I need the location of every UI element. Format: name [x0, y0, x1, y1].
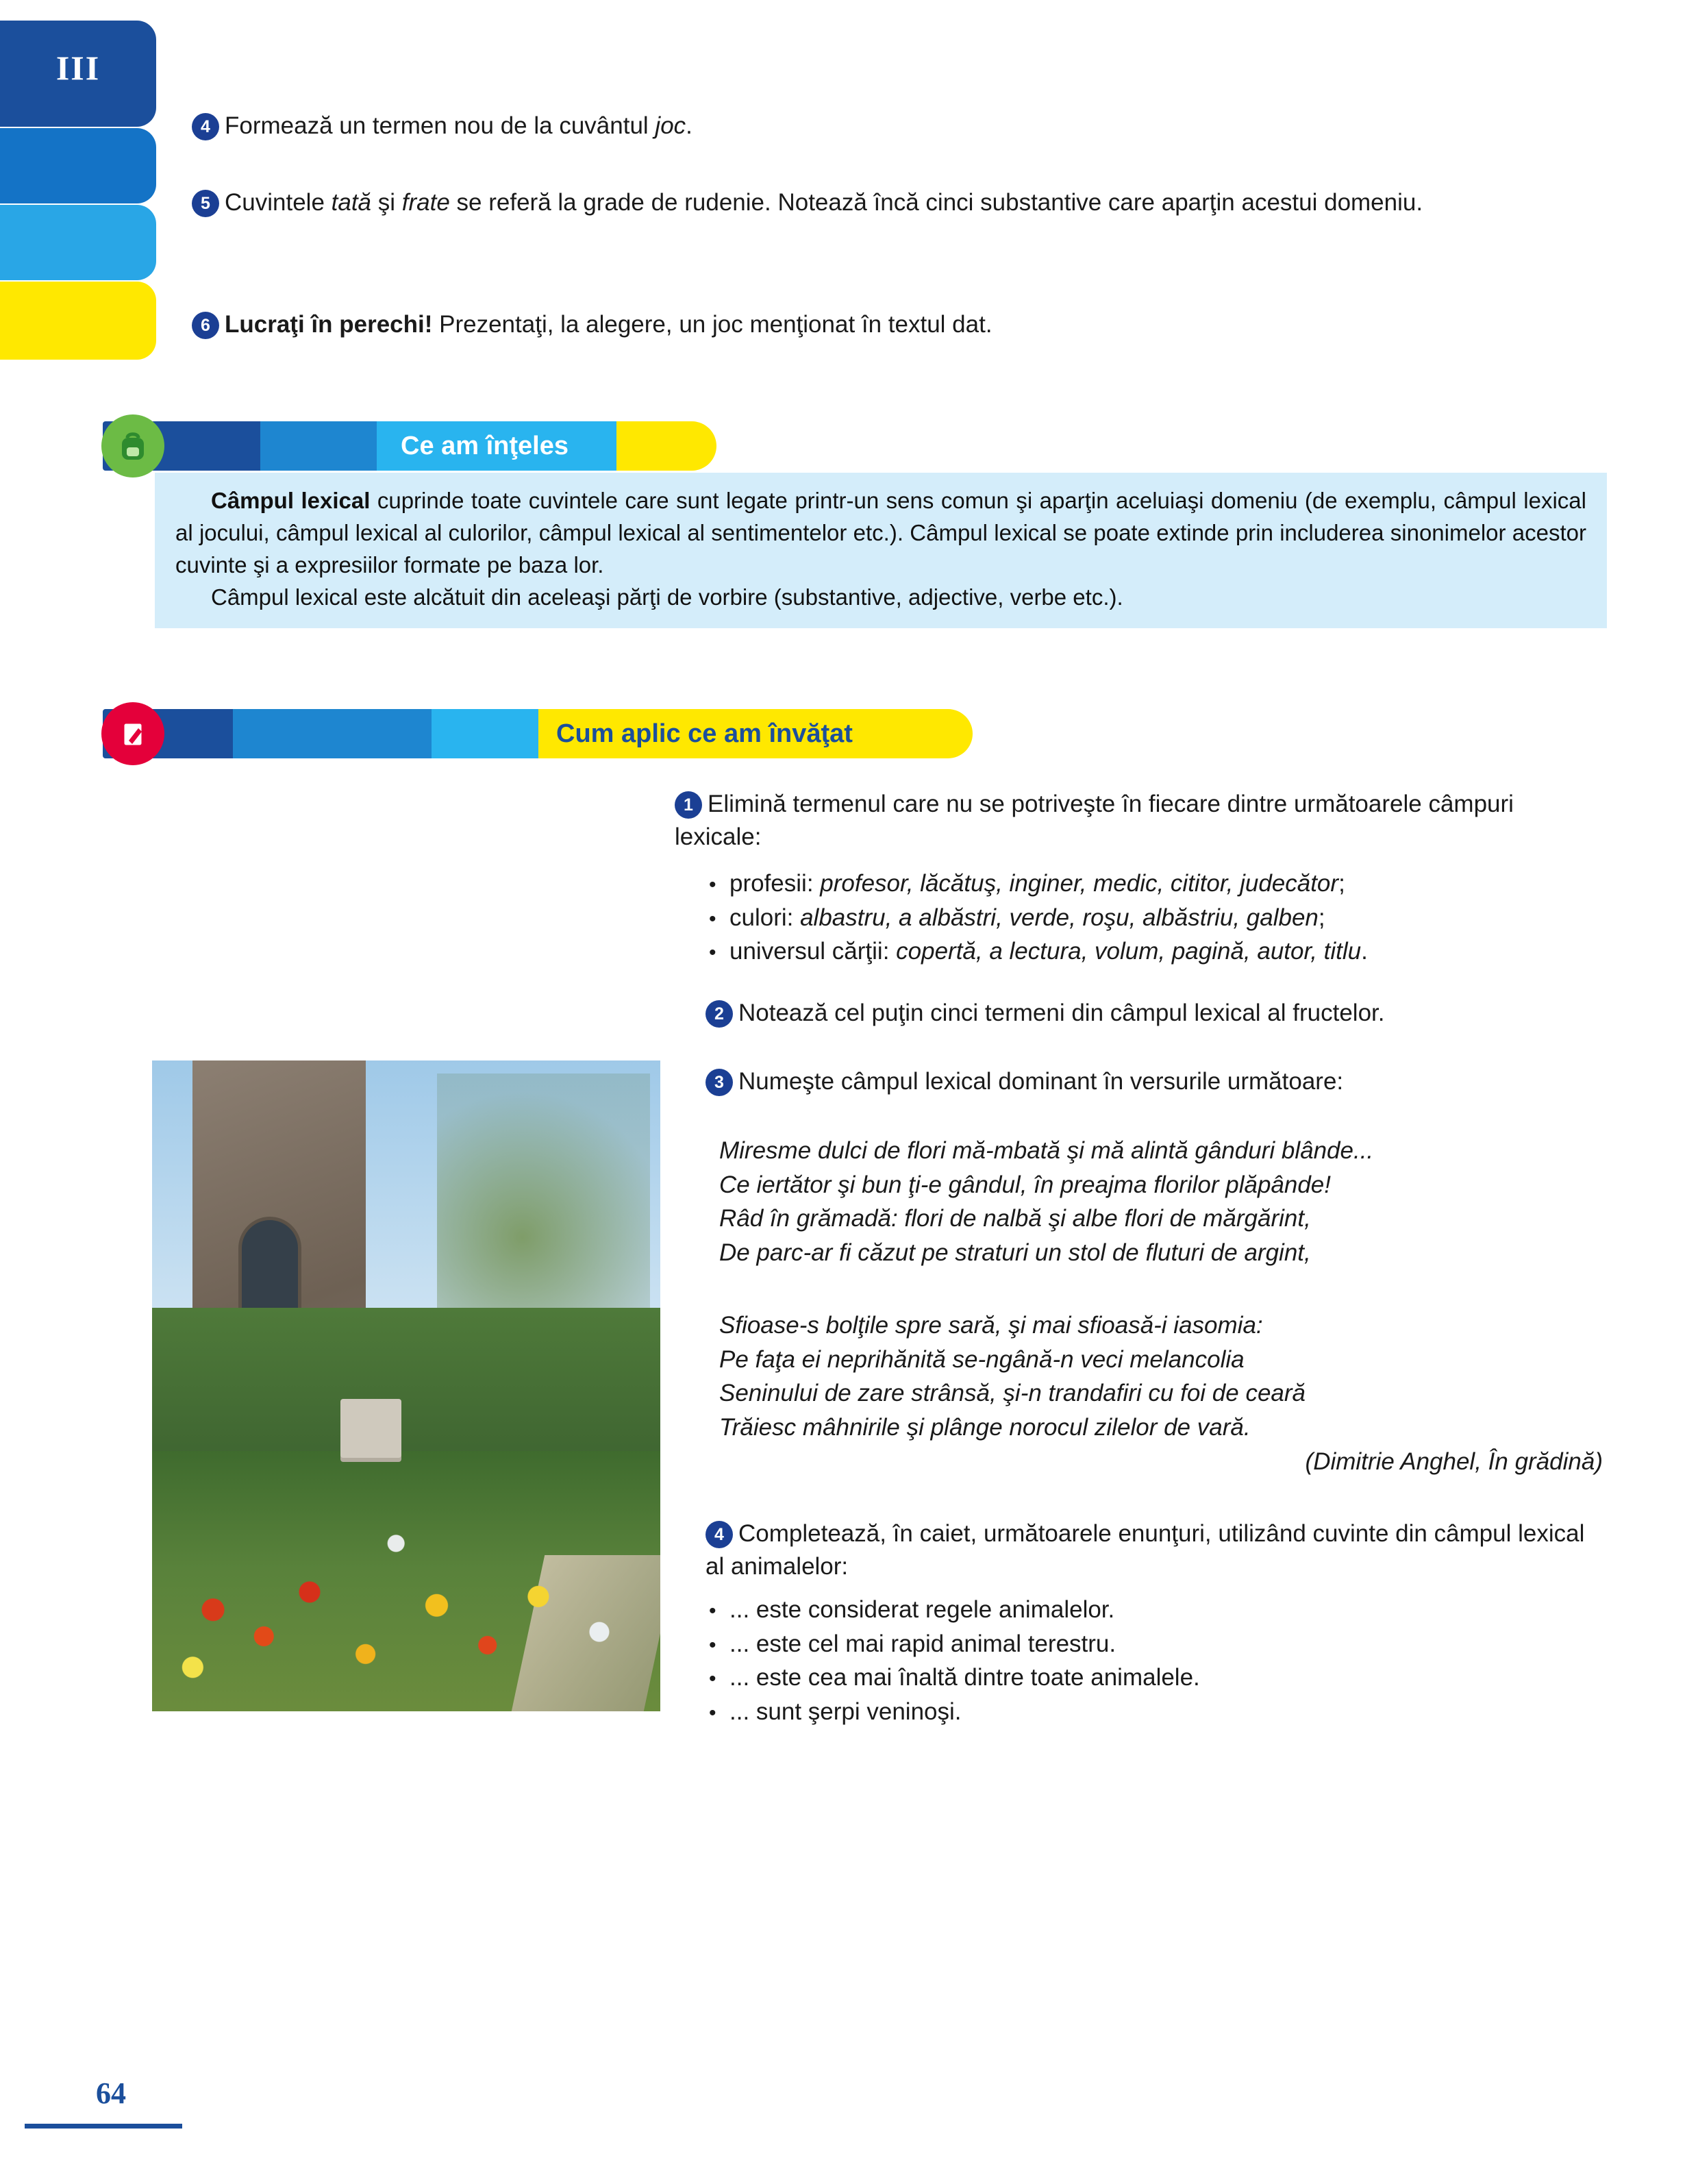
exercise-4-italic: joc — [655, 112, 686, 139]
poem-stanza-2 — [719, 1308, 1603, 1478]
bullet-end: . — [1361, 938, 1368, 965]
banner-bar-mid — [260, 421, 377, 471]
exercise-number-badge: 4 — [706, 1521, 733, 1548]
list-item — [709, 934, 1599, 969]
bullet-end: ; — [1318, 904, 1325, 931]
photo-bench — [340, 1399, 401, 1458]
exercise-number-badge: 1 — [675, 791, 702, 819]
list-item: • ... sunt şerpi veninoşi. — [709, 1695, 1599, 1729]
exercise-4-tail: . — [686, 112, 692, 139]
info-paragraph-2: Câmpul lexical este alcătuit din aceleaşi părţi de vorbire (substantive, adjective, verbe etc.). — [211, 584, 1123, 610]
bullet-end: ; — [1338, 870, 1345, 897]
exercise-4 — [192, 110, 1603, 142]
apply-exercise-3-text: Numeşte câmpul lexical dominant în versurile următoare: — [738, 1068, 1344, 1095]
bullet-items: profesor, lăcătuş, inginer, medic, cititor, judecător — [820, 870, 1339, 897]
poem-stanza-1 — [719, 1134, 1603, 1270]
bullet-label: profesii: — [729, 870, 821, 897]
exercise-number-badge: 2 — [706, 1000, 733, 1028]
banner-bar-yellow — [616, 421, 716, 471]
apply-exercise-1 — [675, 788, 1603, 854]
list-item: • ... este considerat regele animalelor. — [709, 1593, 1599, 1627]
page-number: 64 — [96, 2076, 126, 2110]
exercise-6-bold: Lucraţi în perechi! — [225, 311, 433, 338]
list-item: • ... este cel mai rapid animal terestru. — [709, 1627, 1599, 1661]
section-banner-understood — [0, 421, 733, 471]
exercise-5-mid: şi — [371, 189, 402, 216]
bullet-label: universul cărţii: — [729, 938, 897, 965]
exercise-number-badge: 5 — [192, 190, 219, 217]
poem-line: Sfioase-s bolţile spre sară, şi mai sfioasă-i iasomia: — [719, 1312, 1263, 1339]
info-bold-term: Câmpul lexical — [211, 488, 371, 513]
apply-exercise-3 — [706, 1065, 1610, 1098]
exercise-number-badge: 6 — [192, 312, 219, 339]
poem-line: Pe faţa ei neprihănită se-ngână-n veci melancolia — [719, 1345, 1245, 1373]
info-box-understood — [155, 473, 1607, 628]
bullet-items: copertă, a lectura, volum, pagină, autor, titlu — [896, 938, 1362, 965]
exercise-6-tail: Prezentaţi, la alegere, un joc menţionat în textul dat. — [432, 311, 992, 338]
exercise-5-italic-2: frate — [401, 189, 450, 216]
banner-bar-mid — [233, 709, 432, 758]
apply-exercise-1-bullets — [709, 867, 1599, 969]
list-item — [709, 867, 1599, 901]
list-item: • ... este cea mai înaltă dintre toate animalele. — [709, 1661, 1599, 1695]
apply-exercise-2 — [706, 997, 1610, 1030]
garden-photo — [152, 1060, 660, 1711]
poem-line: Seninului de zare strânsă, şi-n trandafiri cu foi de ceară — [719, 1380, 1306, 1407]
info-paragraph-1 — [175, 485, 1586, 582]
backpack-icon — [101, 414, 164, 477]
poem-line: De parc-ar fi căzut pe straturi un stol de fluturi de argint, — [719, 1239, 1311, 1267]
exercise-6 — [192, 308, 1603, 341]
apply-exercise-4-bullets — [709, 1593, 1599, 1729]
apply-exercise-2-text: Notează cel puţin cinci termeni din câmpul lexical al fructelor. — [738, 1000, 1385, 1026]
exercise-5-tail: se referă la grade de rudenie. Notează încă cinci substantive care aparţin acestui domeniu. — [449, 189, 1423, 216]
section-title-understood: Ce am înţeles — [401, 432, 569, 460]
bullet-label: culori: — [729, 904, 801, 931]
photo-tree — [437, 1074, 651, 1347]
section-title-apply: Cum aplic ce am învăţat — [556, 719, 853, 748]
footer-rule — [25, 2124, 182, 2129]
apply-exercise-4 — [706, 1517, 1603, 1584]
bullet-items: albastru, a albăstri, verde, roşu, albăstriu, galben — [800, 904, 1319, 931]
poem-attribution: (Dimitrie Anghel, În grădină) — [1305, 1448, 1603, 1475]
chapter-number: III — [55, 49, 101, 87]
list-item — [709, 901, 1599, 935]
exercise-number-badge: 3 — [706, 1069, 733, 1096]
banner-bar-light — [432, 709, 541, 758]
exercise-number-badge: 4 — [192, 113, 219, 140]
poem-line: Miresme dulci de flori mă-mbată şi mă alintă gânduri blânde... — [719, 1137, 1374, 1164]
apply-exercise-4-text: Completează, în caiet, următoarele enunţuri, utilizând cuvinte din câmpul lexical al animalelor: — [706, 1520, 1585, 1580]
poem-line: Ce iertător şi bun ţi-e gândul, în preajma florilor plăpânde! — [719, 1171, 1331, 1198]
exercise-4-text: Formează un termen nou de la cuvântul — [225, 112, 656, 139]
photo-flowers — [152, 1477, 660, 1698]
exercise-5-italic-1: tată — [331, 189, 372, 216]
apply-exercise-1-text: Elimină termenul care nu se potriveşte în fiecare dintre următoarele câmpuri lexicale: — [675, 791, 1514, 851]
section-banner-apply — [0, 709, 979, 758]
exercise-5 — [158, 186, 1610, 219]
exercise-5-lead: Cuvintele — [225, 189, 332, 216]
pencil-note-icon — [101, 702, 164, 765]
info-paragraph-1-text: cuprinde toate cuvintele care sunt legate printr-un sens comun şi aparţin aceluiaşi domeniu (de exemplu, câmpul lexical al jocului, câmpul lexical al culorilor, câmpul lexical al sentimentelor etc.). Câmpul lexical se poate extinde prin includerea sinonimelor acestor cuvinte şi a expresiilor formate pe baza lor. — [175, 488, 1586, 578]
poem-line: Râd în grămadă: flori de nalbă şi albe flori de mărgărint, — [719, 1205, 1311, 1232]
poem-line: Trăiesc mâhnirile şi plânge norocul zilelor de vară. — [719, 1414, 1251, 1441]
